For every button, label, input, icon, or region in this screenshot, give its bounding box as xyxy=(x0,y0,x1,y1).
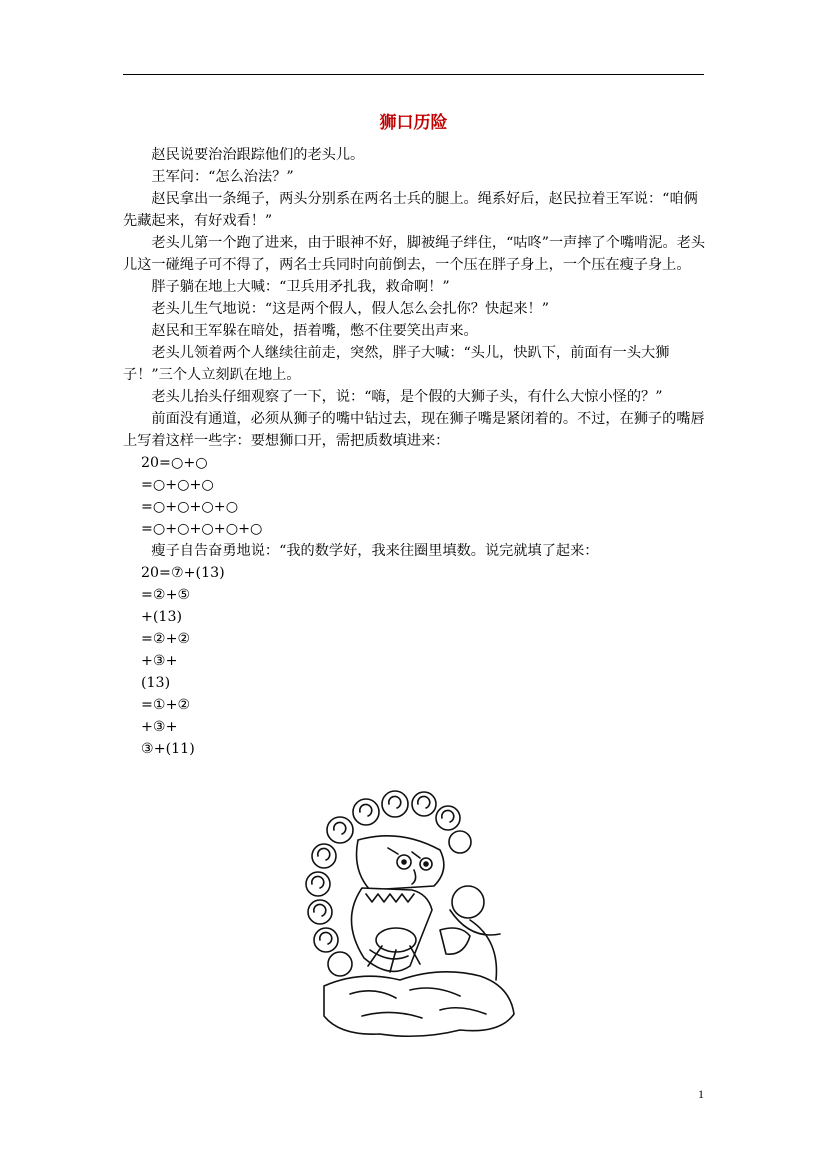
paragraph: 瘦子自告奋勇地说：“我的数学好，我来往圈里填数。说完就填了起来： xyxy=(151,543,599,559)
lion-head-with-men-icon xyxy=(300,790,522,1042)
paragraph: 老头儿第一个跑了进来，由于眼神不好，脚被绳子绊住，“咕咚”一声摔了个嘴啃泥。老头儿这一碰绳子可不得了，两名士兵同时向前倒去，一个压在胖子身上，一个压在瘦子身上。 xyxy=(123,235,706,273)
equation-line: =○+○+○ xyxy=(141,477,214,493)
equation-line: =②+② xyxy=(141,631,191,647)
page-number: 1 xyxy=(698,1087,704,1101)
equation-line: =○+○+○+○+○ xyxy=(141,521,263,537)
paragraph: 胖子躺在地上大喊：“卫兵用矛扎我，救命啊！” xyxy=(151,279,450,295)
paragraph: 前面没有通道，必须从狮子的嘴中钻过去，现在狮子嘴是紧闭着的。不过，在狮子的嘴唇上写着这样一些字：要想狮口开，需把质数填进来： xyxy=(123,411,705,449)
equation-line: =○+○+○+○ xyxy=(141,499,239,515)
story-body xyxy=(123,144,706,760)
paragraph: 老头儿生气地说：“这是两个假人，假人怎么会扎你？快起来！” xyxy=(151,301,549,317)
paragraph: 老头儿领着两个人继续往前走，突然，胖子大喊：“头儿，快趴下，前面有一头大狮子！”三个人立刻趴在地上。 xyxy=(123,345,670,383)
paragraph: 赵民说要治治跟踪他们的老头儿。 xyxy=(151,147,365,163)
equation-line: 20=⑦+(13) xyxy=(141,565,225,581)
equation-line: +(13) xyxy=(141,609,183,625)
equation-line: +③+ xyxy=(141,653,178,669)
equation-line: 20=○+○ xyxy=(141,455,208,471)
header-rule xyxy=(123,74,704,75)
equation-line: =①+② xyxy=(141,697,191,713)
page-title: 狮口历险 xyxy=(379,113,448,133)
equation-line: +③+ xyxy=(141,719,178,735)
equation-line: (13) xyxy=(141,675,171,691)
paragraph: 王军问：“怎么治法？” xyxy=(151,169,294,185)
paragraph: 赵民拿出一条绳子，两头分别系在两名士兵的腿上。绳系好后，赵民拉着王军说：“咱俩先藏起来，有好戏看！” xyxy=(123,191,698,229)
paragraph: 赵民和王军躲在暗处，捂着嘴，憋不住要笑出声来。 xyxy=(151,323,478,339)
equation-line: ③+(11) xyxy=(141,741,195,757)
equation-line: =②+⑤ xyxy=(141,587,191,603)
paragraph: 老头儿抬头仔细观察了一下，说：“嗨，是个假的大狮子头，有什么大惊小怪的？” xyxy=(151,389,663,405)
